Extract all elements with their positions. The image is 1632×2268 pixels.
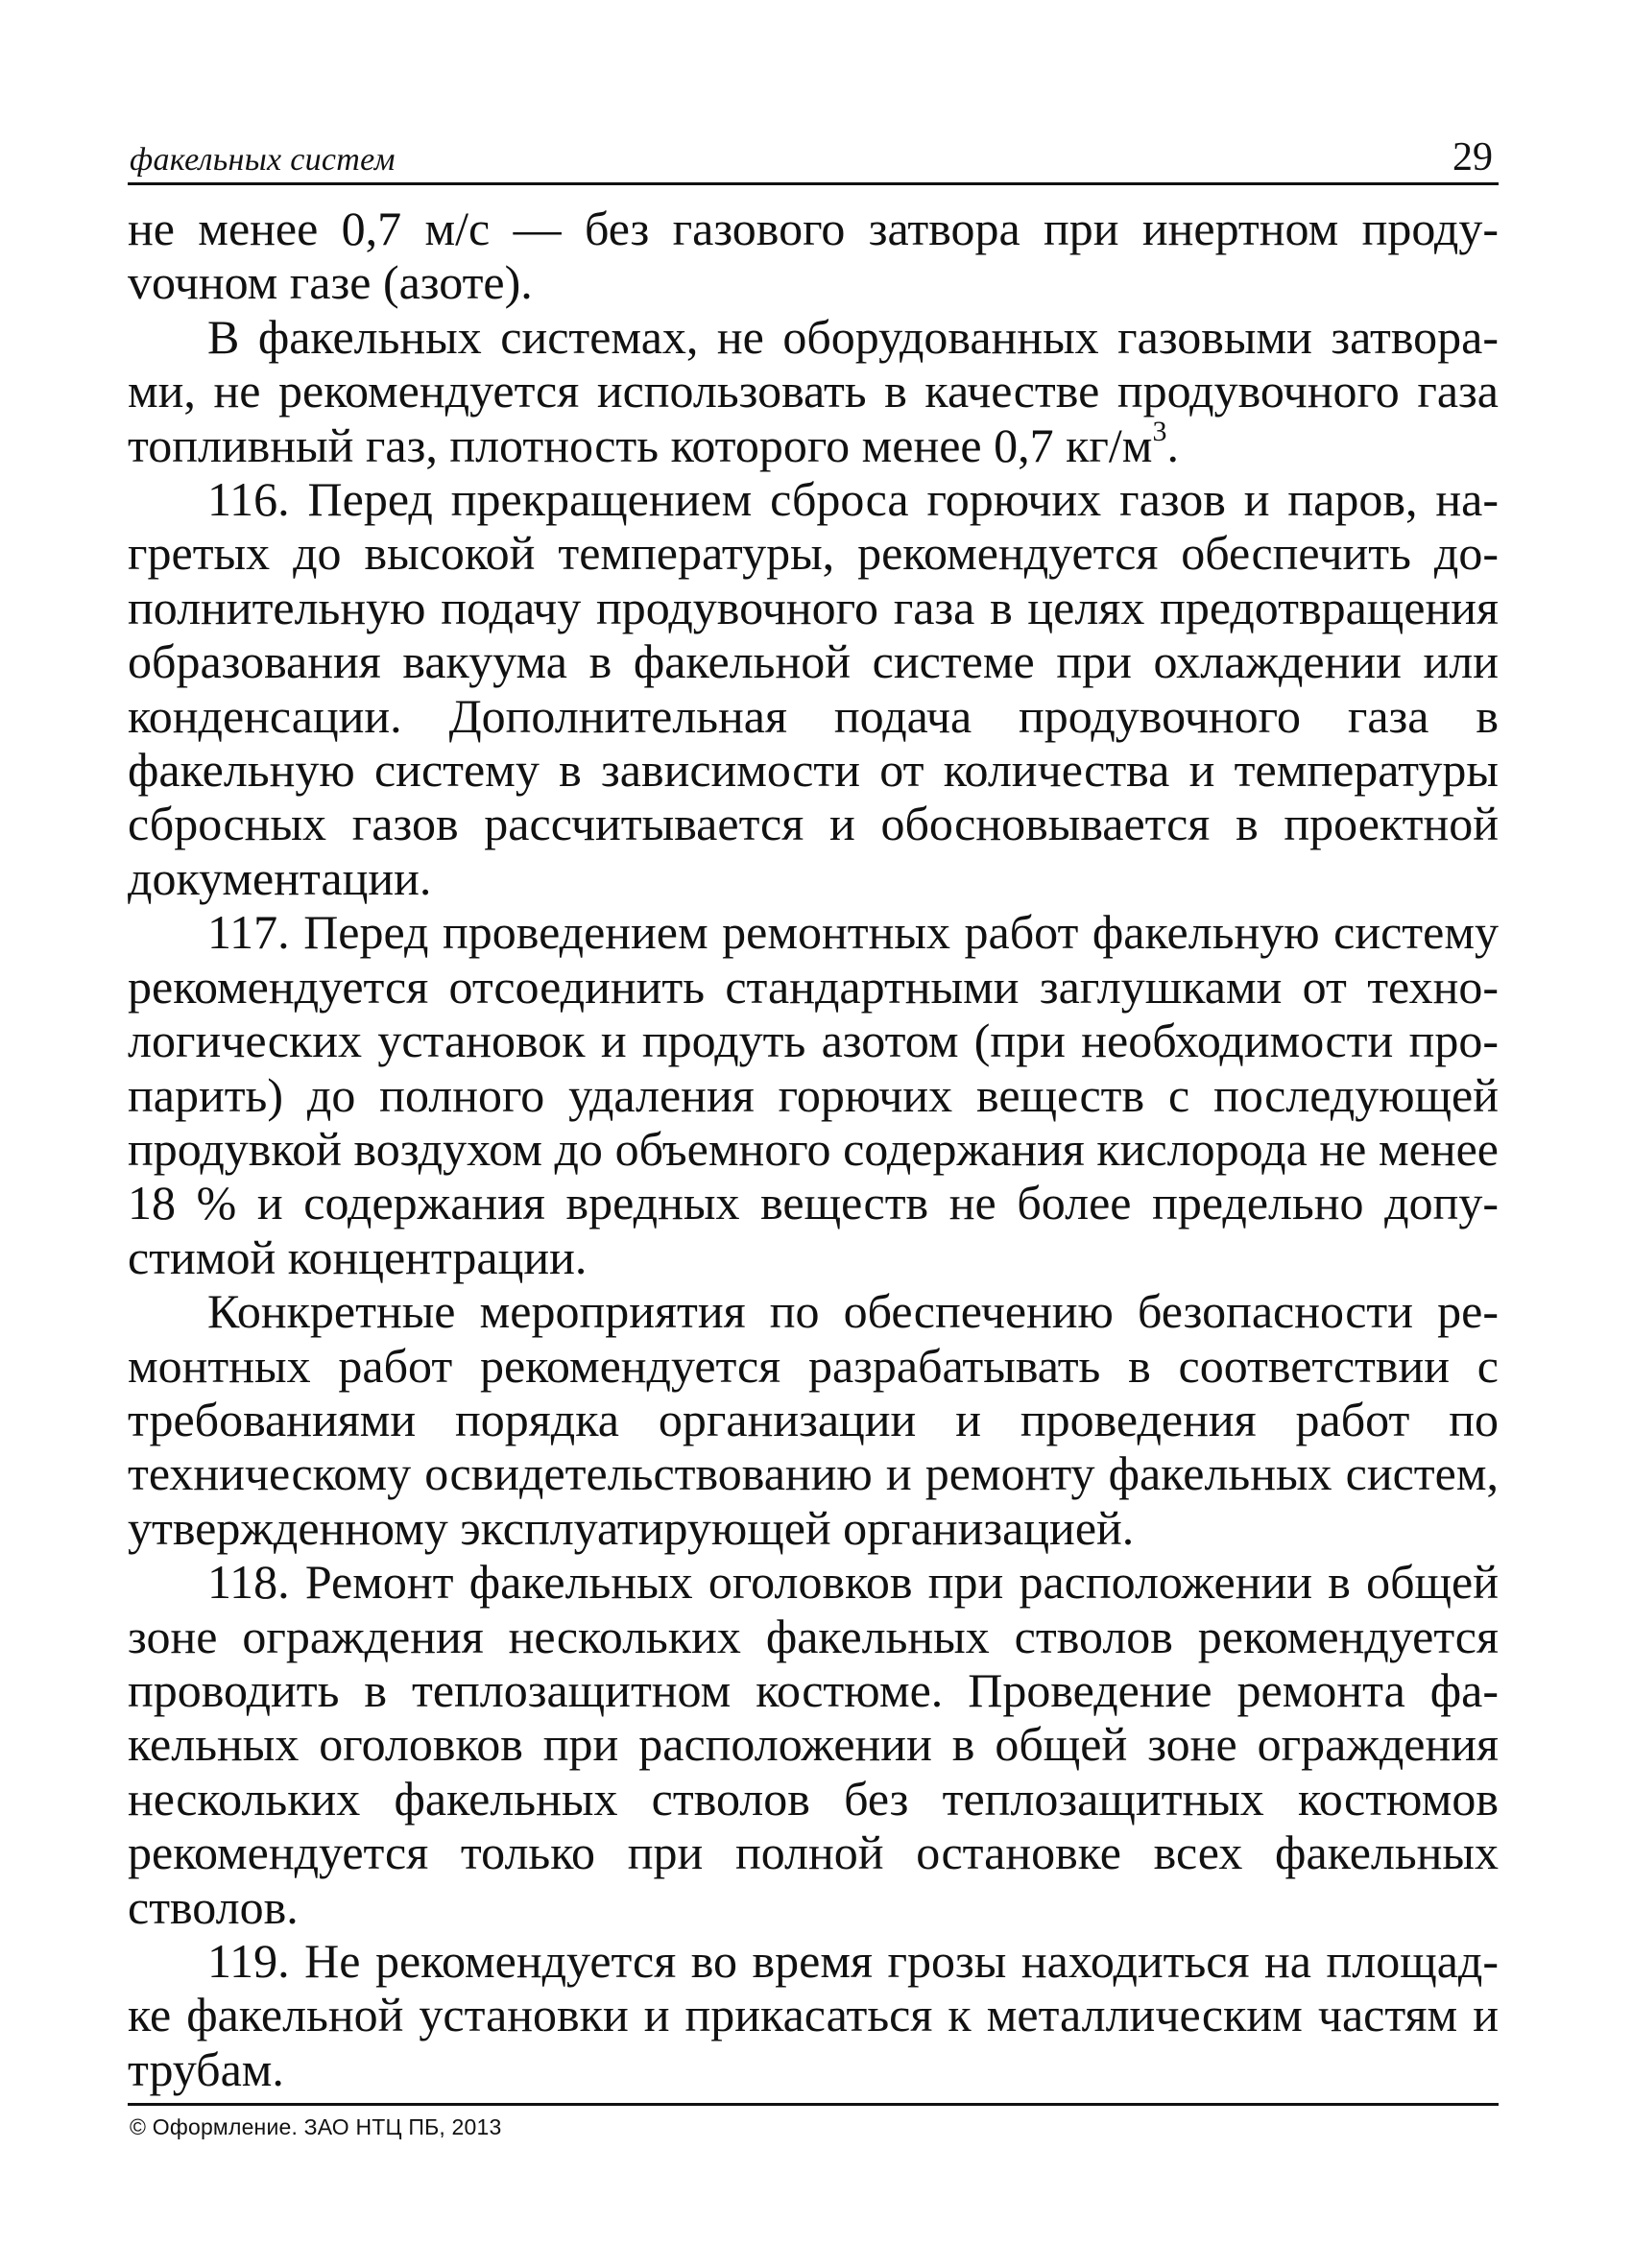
paragraph-repair-measures: Конкретные мероприятия по обеспечению безопасности ремонтных работ рекомендуется разрабатывать в соответствии с требованиями порядка организации и проведения работ по техническому освидетельствованию и ремонту факельных систем, утвержденному эксплуатирующей организацией.: [128, 1284, 1499, 1555]
running-header-title: факельных систем: [130, 142, 396, 178]
paragraph-gas-seal-text: В факельных системах, не оборудованных газовыми затворами, не рекомендуется использовать в качестве продувочного газа топливный газ, плотность которого менее 0,7 кг/м: [128, 309, 1499, 472]
paragraph-gas-seal-end: .: [1166, 418, 1179, 472]
paragraph-continuation: не менее 0,7 м/с — без газового затвора при инертном продуvочном газе (азоте).: [128, 202, 1499, 310]
superscript-cubic: 3: [1152, 415, 1167, 447]
paragraph-117: 117. Перед проведением ремонтных работ факельную систему рекомендуется отсоединить стандартными заглушками от технологических установок и продуть азотом (при необходимости пропарить) до полного удаления горючих веществ с последующей продувкой воздухом до объемного содержания кислорода не менее 18 % и содержания вредных веществ не более предельно допустимой концентрации.: [128, 905, 1499, 1284]
paragraph-118: 118. Ремонт факельных оголовков при расположении в общей зоне ограждения нескольких факельных стволов рекомендуется проводить в теплозащитном костюме. Проведение ремонта факельных оголовков при расположении в общей зоне ограждения нескольких факельных стволов без теплозащитных костюмов рекомендуется только при полной остановке всех факельных стволов.: [128, 1555, 1499, 1934]
paragraph-gas-seal: [128, 310, 1499, 472]
running-header: [128, 134, 1499, 185]
body-text: [128, 202, 1499, 2096]
paragraph-116: 116. Перед прекращением сброса горючих газов и паров, нагретых до высокой температуры, рекомендуется обеспечить дополнительную подачу продувочного газа в целях предотвращения образования вакуума в факельной системе при охлаждении или конденсации. Дополнительная подача продувочного газа в факельную систему в зависимости от количества и температуры сбросных газов рассчитывается и обосновывается в проектной документации.: [128, 472, 1499, 905]
page-number: 29: [1452, 135, 1493, 179]
footer-copyright: © Оформление. ЗАО НТЦ ПБ, 2013: [130, 2114, 502, 2139]
document-page: [128, 0, 1499, 2268]
footer-rule: [128, 2103, 1499, 2106]
paragraph-119: 119. Не рекомендуется во время грозы находиться на площадке факельной установки и прикасаться к металлическим частям и трубам.: [128, 1934, 1499, 2096]
